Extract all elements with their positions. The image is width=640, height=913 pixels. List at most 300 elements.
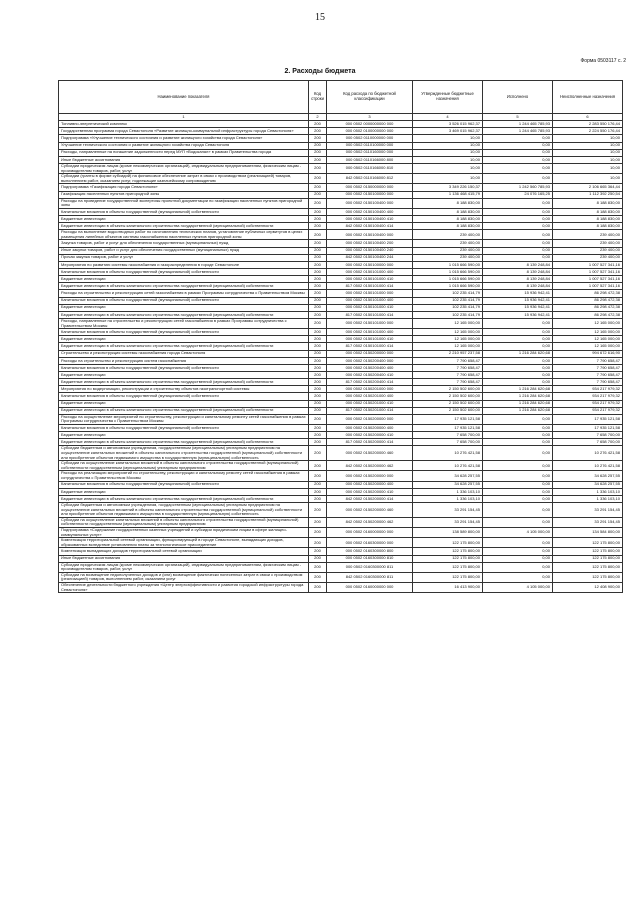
header-row (59, 81, 623, 114)
row-executed-cell: 0,00 (483, 562, 553, 572)
row-executed-cell: 0,00 (483, 329, 553, 336)
table-row (59, 425, 623, 432)
row-executed-cell: 0,00 (483, 215, 553, 222)
row-executed-cell: 0,00 (483, 357, 553, 364)
row-executed-cell: 0,00 (483, 572, 553, 582)
row-approved-cell: 8 188 830,00 (413, 198, 483, 208)
table-row (59, 318, 623, 328)
column-number: 6 (553, 114, 623, 121)
table-row (59, 343, 623, 350)
row-unexecuted-cell: 1 007 527 341,16 (553, 283, 623, 290)
table-row (59, 223, 623, 230)
row-unexecuted-cell: 10,00 (553, 149, 623, 156)
row-approved-cell: 10 276 421,58 (413, 461, 483, 471)
row-approved-cell: 1 015 666 590,00 (413, 269, 483, 276)
table-row (59, 230, 623, 240)
row-executed-cell: 1 244 465 785,93 (483, 121, 553, 128)
row-approved-cell: 17 935 121,58 (413, 414, 483, 424)
table-row (59, 488, 623, 495)
row-unexecuted-cell: 86 298 472,38 (553, 304, 623, 311)
row-unexecuted-cell: 17 935 121,58 (553, 425, 623, 432)
row-approved-cell: 122 175 800,00 (413, 572, 483, 582)
row-line-code-cell: 200 (309, 350, 327, 357)
row-classification-code-cell: 000 0502 0150201000 410 (327, 400, 413, 407)
table-row (59, 357, 623, 364)
row-classification-code-cell: 000 0502 0160300000 000 (327, 538, 413, 548)
row-approved-cell: 239 400,00 (413, 240, 483, 247)
row-name-cell: Компенсация территориальной сетевой организации, функционирующей в городе Севастополе, выпадающих доходов, образованных вследствие установления платы за технологическое присоединение (59, 538, 309, 548)
row-classification-code-cell: 000 0502 0150200400 000 (327, 357, 413, 364)
row-name-cell: Бюджетные инвестиции в объекты капитального строительства государственной (муниципальной) собственности (59, 379, 309, 386)
row-line-code-cell: 200 (309, 135, 327, 142)
row-name-cell: Расходы на выполнение водоотводных работ по изготовлению технических планов, установление публичных сервитутов в целях размещения линейных объектов системы газоснабжения населенных пунктов пригородной зоны (59, 230, 309, 240)
row-line-code-cell: 200 (309, 149, 327, 156)
row-executed-cell: 0,00 (483, 247, 553, 254)
row-name-cell: Обеспечение деятельности бюджетного учреждения «Центр энергоэффективности и развития городской инфраструктуры города Севастополя» (59, 583, 309, 593)
row-classification-code-cell: 000 0502 0150101000 410 (327, 304, 413, 311)
row-line-code-cell: 200 (309, 163, 327, 173)
table-row (59, 414, 623, 424)
row-classification-code-cell: 000 0502 0150200000 400 (327, 481, 413, 488)
row-name-cell: Газификация населенных пунктов пригородной зоны (59, 191, 309, 198)
table-row (59, 350, 623, 357)
row-unexecuted-cell: 934 217 979,32 (553, 407, 623, 414)
row-classification-code-cell: 000 0502 0150100400 200 (327, 240, 413, 247)
header-name: Наименование показателя (59, 81, 309, 114)
row-name-cell: Иные закупки товаров, работ и услуг для обеспечения государственных (муниципальных) нужд (59, 247, 309, 254)
row-classification-code-cell: 817 0502 0150200400 414 (327, 379, 413, 386)
row-name-cell: Подпрограмма «Газификация города Севастополя» (59, 184, 309, 191)
row-name-cell: Расходы, направленные на строительство и реконструкцию сетей газоснабжения в рамках Программы сотрудничества с Правительством Москвы (59, 318, 309, 328)
row-approved-cell: 34 628 257,55 (413, 471, 483, 481)
row-executed-cell: 0,00 (483, 446, 553, 461)
row-approved-cell: 16 413 900,00 (413, 583, 483, 593)
row-executed-cell: 0,00 (483, 343, 553, 350)
row-classification-code-cell: 842 0502 0160300000 811 (327, 572, 413, 582)
row-name-cell: Бюджетные инвестиции в объекты капитального строительства государственной (муниципальной) собственности (59, 223, 309, 230)
row-unexecuted-cell: 7 790 658,47 (553, 357, 623, 364)
row-line-code-cell: 200 (309, 304, 327, 311)
table-row (59, 297, 623, 304)
row-unexecuted-cell: 2 224 550 176,44 (553, 128, 623, 135)
row-approved-cell: 1 136 468 415,79 (413, 191, 483, 198)
row-classification-code-cell: 000 0502 0150101000 400 (327, 297, 413, 304)
row-unexecuted-cell: 8 188 830,00 (553, 198, 623, 208)
row-unexecuted-cell: 10 276 421,58 (553, 446, 623, 461)
column-number: 1 (59, 114, 309, 121)
row-line-code-cell: 200 (309, 240, 327, 247)
row-executed-cell: 1 216 284 620,68 (483, 407, 553, 414)
row-line-code-cell: 200 (309, 364, 327, 371)
row-executed-cell: 1 216 284 620,68 (483, 386, 553, 393)
row-approved-cell: 34 628 257,55 (413, 481, 483, 488)
row-executed-cell: 0,00 (483, 425, 553, 432)
row-unexecuted-cell: 239 400,00 (553, 240, 623, 247)
row-executed-cell: 15 936 942,41 (483, 290, 553, 297)
row-unexecuted-cell: 7 790 658,47 (553, 372, 623, 379)
row-unexecuted-cell: 994 672 616,90 (553, 350, 623, 357)
row-unexecuted-cell: 1 007 527 341,16 (553, 276, 623, 283)
row-unexecuted-cell: 86 298 472,38 (553, 311, 623, 318)
row-classification-code-cell: 000 0502 0150101000 400 (327, 269, 413, 276)
row-line-code-cell: 200 (309, 261, 327, 268)
row-line-code-cell: 200 (309, 121, 327, 128)
row-executed-cell: 8 139 248,84 (483, 261, 553, 268)
table-row (59, 517, 623, 527)
row-classification-code-cell: 817 0502 0150101000 414 (327, 343, 413, 350)
row-approved-cell: 2 150 502 600,00 (413, 386, 483, 393)
row-approved-cell: 1 336 103,10 (413, 488, 483, 495)
row-line-code-cell: 200 (309, 191, 327, 198)
row-unexecuted-cell: 2 283 550 176,44 (553, 121, 623, 128)
row-unexecuted-cell: 122 175 800,00 (553, 548, 623, 555)
row-approved-cell: 239 400,00 (413, 254, 483, 261)
row-line-code-cell: 200 (309, 488, 327, 495)
table-row (59, 364, 623, 371)
row-approved-cell: 10,00 (413, 163, 483, 173)
row-executed-cell: 0,00 (483, 198, 553, 208)
header-executed: Исполнено (483, 81, 553, 114)
row-name-cell: Иные бюджетные ассигнования (59, 555, 309, 562)
table-row (59, 407, 623, 414)
row-name-cell: Бюджетные инвестиции (59, 432, 309, 439)
row-name-cell: Топливно-энергетический комплекс (59, 121, 309, 128)
row-approved-cell: 122 175 800,00 (413, 562, 483, 572)
row-name-cell: Расходы на проведение государственной экспертизы проектной документации по газификации населенных пунктов пригородной зоны (59, 198, 309, 208)
row-approved-cell: 8 188 830,00 (413, 215, 483, 222)
row-name-cell: Субсидии бюджетным и автономным учреждениям, государственным (муниципальным) унитарным предприятиям на осуществление капитальных вложений в объекты капитального строительства государственной (муниципальной) собственности или приобретение объектов недвижимого имущества в государственную (муниципальную) собственность (59, 503, 309, 518)
row-approved-cell: 3 469 015 962,37 (413, 128, 483, 135)
row-approved-cell: 7 658 700,00 (413, 432, 483, 439)
row-line-code-cell: 200 (309, 215, 327, 222)
row-line-code-cell: 200 (309, 432, 327, 439)
row-executed-cell: 0,00 (483, 254, 553, 261)
row-line-code-cell: 200 (309, 503, 327, 518)
row-approved-cell: 2 150 502 600,00 (413, 400, 483, 407)
row-name-cell: Субсидии юридическим лицам (кроме некоммерческих организаций), индивидуальным предпринимателям, физическим лицам - производителям товаров, работ, услуг (59, 562, 309, 572)
row-approved-cell: 3 349 226 150,37 (413, 184, 483, 191)
row-name-cell: Улучшение технического состояния и развитие жилищного хозяйства города Севастополя (59, 142, 309, 149)
row-approved-cell: 33 291 154,45 (413, 503, 483, 518)
page-title: 2. Расходы бюджета (284, 68, 356, 75)
row-executed-cell: 0,00 (483, 481, 553, 488)
row-approved-cell: 2 210 957 237,58 (413, 350, 483, 357)
row-name-cell: Бюджетные инвестиции в объекты капитального строительства государственной (муниципальной) собственности (59, 407, 309, 414)
row-approved-cell: 122 175 800,00 (413, 555, 483, 562)
row-classification-code-cell: 000 0502 0150101000 410 (327, 336, 413, 343)
row-executed-cell: 0,00 (483, 135, 553, 142)
row-executed-cell: 4 105 000,00 (483, 583, 553, 593)
row-name-cell: Бюджетные инвестиции в объекты капитального строительства государственной (муниципальной) собственности (59, 495, 309, 502)
row-approved-cell: 1 015 666 590,00 (413, 283, 483, 290)
row-executed-cell: 0,00 (483, 548, 553, 555)
row-name-cell: Закупка товаров, работ и услуг для обеспечения государственных (муниципальных) нужд (59, 240, 309, 247)
row-approved-cell: 10,00 (413, 156, 483, 163)
row-classification-code-cell: 000 0502 0150200000 460 (327, 503, 413, 518)
row-classification-code-cell: 000 0502 0160000000 000 (327, 528, 413, 538)
row-executed-cell: 1 216 284 620,68 (483, 350, 553, 357)
row-classification-code-cell: 000 0502 0160300000 800 (327, 548, 413, 555)
row-name-cell: Бюджетные инвестиции (59, 400, 309, 407)
header-code-class: Код расхода по бюджетной классификации (327, 81, 413, 114)
row-approved-cell: 239 400,00 (413, 247, 483, 254)
row-unexecuted-cell: 8 188 830,00 (553, 208, 623, 215)
table-row (59, 432, 623, 439)
row-name-cell: Капитальные вложения в объекты государственной (муниципальной) собственности (59, 269, 309, 276)
row-name-cell: Бюджетные инвестиции в объекты капитального строительства государственной (муниципальной) собственности (59, 311, 309, 318)
row-name-cell: Капитальные вложения в объекты государственной (муниципальной) собственности (59, 393, 309, 400)
row-unexecuted-cell: 34 628 257,55 (553, 471, 623, 481)
row-line-code-cell: 200 (309, 481, 327, 488)
row-name-cell: Капитальные вложения в объекты государственной (муниципальной) собственности (59, 208, 309, 215)
row-classification-code-cell: 842 0502 0150100400 244 (327, 254, 413, 261)
table-row (59, 254, 623, 261)
row-line-code-cell: 200 (309, 297, 327, 304)
row-approved-cell: 12 165 000,00 (413, 318, 483, 328)
table-row (59, 191, 623, 198)
row-approved-cell: 2 150 502 600,00 (413, 393, 483, 400)
table-row (59, 439, 623, 446)
header-approved: Утвержденные бюджетные назначения (413, 81, 483, 114)
row-classification-code-cell: 000 0502 0150100400 000 (327, 198, 413, 208)
row-classification-code-cell: 000 0502 0150200000 000 (327, 350, 413, 357)
row-name-cell: Бюджетные инвестиции (59, 215, 309, 222)
row-name-cell: Бюджетные инвестиции (59, 304, 309, 311)
row-unexecuted-cell: 7 658 700,00 (553, 432, 623, 439)
table-row (59, 572, 623, 582)
table-row (59, 471, 623, 481)
row-name-cell: Бюджетные инвестиции в объекты капитального строительства государственной (муниципальной) собственности (59, 343, 309, 350)
row-approved-cell: 7 790 658,47 (413, 364, 483, 371)
row-classification-code-cell: 000 0502 0150100000 000 (327, 191, 413, 198)
row-executed-cell: 0,00 (483, 503, 553, 518)
table-row (59, 379, 623, 386)
row-approved-cell: 239 400,00 (413, 230, 483, 240)
row-unexecuted-cell: 934 217 979,32 (553, 400, 623, 407)
row-approved-cell: 8 188 830,00 (413, 223, 483, 230)
row-classification-code-cell: 000 0502 0150201000 000 (327, 386, 413, 393)
table-row (59, 276, 623, 283)
row-unexecuted-cell: 1 007 527 341,16 (553, 269, 623, 276)
row-name-cell: Расходы на осуществление мероприятий по строительству, реконструкции и капитальному ремонту сетей газоснабжения в рамках Программы сотрудничества с Правительством Москвы (59, 414, 309, 424)
row-executed-cell: 0,00 (483, 142, 553, 149)
row-unexecuted-cell: 122 175 800,00 (553, 555, 623, 562)
table-row (59, 503, 623, 518)
page-number: 15 (315, 12, 325, 23)
row-line-code-cell: 200 (309, 471, 327, 481)
row-line-code-cell: 200 (309, 555, 327, 562)
row-unexecuted-cell: 239 400,00 (553, 254, 623, 261)
row-approved-cell: 10,00 (413, 174, 483, 184)
row-unexecuted-cell: 12 165 000,00 (553, 343, 623, 350)
row-unexecuted-cell: 1 112 392 250,54 (553, 191, 623, 198)
row-executed-cell: 8 139 248,84 (483, 276, 553, 283)
row-name-cell: Иные бюджетные ассигнования (59, 156, 309, 163)
row-approved-cell: 102 235 414,79 (413, 311, 483, 318)
row-unexecuted-cell: 239 400,00 (553, 230, 623, 240)
row-name-cell: Субсидии (гранты в форме субсидий) на финансовое обеспечение затрат в связи с производством (реализацией) товаров, выполнением работ, оказанием услуг, подлежащие казначейскому сопровождению (59, 174, 309, 184)
row-line-code-cell: 200 (309, 528, 327, 538)
row-line-code-cell: 200 (309, 156, 327, 163)
row-classification-code-cell: 000 0502 0150100400 240 (327, 247, 413, 254)
row-name-cell: Бюджетные инвестиции в объекты капитального строительства государственной (муниципальной) собственности (59, 439, 309, 446)
row-unexecuted-cell: 1 336 103,10 (553, 488, 623, 495)
row-classification-code-cell: 000 0502 0110166000 800 (327, 156, 413, 163)
row-name-cell: Расходы на строительство и реконструкцию систем газоснабжения (59, 357, 309, 364)
row-line-code-cell: 200 (309, 290, 327, 297)
row-unexecuted-cell: 12 165 000,00 (553, 329, 623, 336)
row-classification-code-cell: 000 0502 0150101000 410 (327, 276, 413, 283)
row-approved-cell: 102 235 414,79 (413, 297, 483, 304)
row-executed-cell: 0,00 (483, 517, 553, 527)
row-executed-cell: 0,00 (483, 488, 553, 495)
row-line-code-cell: 200 (309, 425, 327, 432)
table-row (59, 174, 623, 184)
row-executed-cell: 15 936 942,41 (483, 297, 553, 304)
table-row (59, 548, 623, 555)
row-approved-cell: 10,00 (413, 135, 483, 142)
row-executed-cell: 0,00 (483, 174, 553, 184)
table-row (59, 372, 623, 379)
row-unexecuted-cell: 239 400,00 (553, 247, 623, 254)
row-unexecuted-cell: 34 628 257,55 (553, 481, 623, 488)
row-executed-cell: 0,00 (483, 461, 553, 471)
table-row (59, 304, 623, 311)
row-unexecuted-cell: 10 276 421,58 (553, 461, 623, 471)
row-name-cell: Капитальные вложения в объекты государственной (муниципальной) собственности (59, 425, 309, 432)
table-row (59, 336, 623, 343)
row-executed-cell: 0,00 (483, 495, 553, 502)
row-classification-code-cell: 817 0502 0150200000 414 (327, 439, 413, 446)
row-executed-cell: 0,00 (483, 240, 553, 247)
row-line-code-cell: 200 (309, 311, 327, 318)
table-row (59, 583, 623, 593)
row-unexecuted-cell: 122 175 800,00 (553, 538, 623, 548)
row-classification-code-cell: 000 0502 0150100400 410 (327, 215, 413, 222)
table-row (59, 149, 623, 156)
row-classification-code-cell: 000 0502 0000000000 000 (327, 121, 413, 128)
row-line-code-cell: 200 (309, 548, 327, 555)
row-name-cell: Государственная программа города Севастополя «Развитие жилищно-коммунальной инфраструктуры города Севастополя» (59, 128, 309, 135)
table-row (59, 247, 623, 254)
row-line-code-cell: 200 (309, 393, 327, 400)
row-unexecuted-cell: 12 165 000,00 (553, 318, 623, 328)
row-name-cell: Расходы на реализацию мероприятий по строительству, реконструкции и капитальному ремонту сетей газоснабжения в рамках сотрудничества с Правительством Москвы (59, 471, 309, 481)
table-row (59, 128, 623, 135)
row-unexecuted-cell: 33 291 154,45 (553, 503, 623, 518)
row-line-code-cell: 200 (309, 336, 327, 343)
row-unexecuted-cell: 33 291 154,45 (553, 517, 623, 527)
row-executed-cell: 0,00 (483, 364, 553, 371)
table-row (59, 240, 623, 247)
table-row (59, 446, 623, 461)
row-unexecuted-cell: 10,00 (553, 174, 623, 184)
table-body (59, 121, 623, 593)
row-approved-cell: 33 291 154,45 (413, 517, 483, 527)
row-executed-cell: 8 139 248,84 (483, 283, 553, 290)
table-row (59, 215, 623, 222)
row-line-code-cell: 200 (309, 372, 327, 379)
row-executed-cell: 0,00 (483, 223, 553, 230)
row-executed-cell: 0,00 (483, 318, 553, 328)
row-unexecuted-cell: 10,00 (553, 156, 623, 163)
table-row (59, 290, 623, 297)
row-line-code-cell: 200 (309, 142, 327, 149)
column-number: 2 (309, 114, 327, 121)
table-row (59, 393, 623, 400)
row-approved-cell: 10 276 421,58 (413, 446, 483, 461)
row-classification-code-cell: 000 0502 0150000000 000 (327, 184, 413, 191)
row-executed-cell: 24 076 165,25 (483, 191, 553, 198)
row-line-code-cell: 200 (309, 538, 327, 548)
row-approved-cell: 2 150 502 600,00 (413, 407, 483, 414)
row-name-cell: Субсидии на возмещение недополученных доходов и (или) возмещение фактически понесенных затрат в связи с производством (реализацией) товаров, выполнением работ, оказанием услуг (59, 572, 309, 582)
row-approved-cell: 122 175 800,00 (413, 548, 483, 555)
row-unexecuted-cell: 10,00 (553, 135, 623, 142)
row-line-code-cell: 200 (309, 357, 327, 364)
row-line-code-cell: 200 (309, 230, 327, 240)
row-executed-cell: 0,00 (483, 336, 553, 343)
row-unexecuted-cell: 134 584 800,00 (553, 528, 623, 538)
row-name-cell: Капитальные вложения в объекты государственной (муниципальной) собственности (59, 481, 309, 488)
row-approved-cell: 7 790 658,47 (413, 357, 483, 364)
row-executed-cell: 0,00 (483, 163, 553, 173)
row-executed-cell: 0,00 (483, 414, 553, 424)
row-name-cell: Компенсация выпадающих доходов территориальной сетевой организации (59, 548, 309, 555)
row-line-code-cell: 200 (309, 276, 327, 283)
row-approved-cell: 17 935 121,58 (413, 425, 483, 432)
row-unexecuted-cell: 7 790 658,47 (553, 379, 623, 386)
row-classification-code-cell: 000 0502 0110000000 000 (327, 135, 413, 142)
row-approved-cell: 12 165 000,00 (413, 329, 483, 336)
row-unexecuted-cell: 10,00 (553, 142, 623, 149)
column-number: 4 (413, 114, 483, 121)
row-line-code-cell: 200 (309, 562, 327, 572)
row-unexecuted-cell: 10,00 (553, 163, 623, 173)
row-line-code-cell: 200 (309, 583, 327, 593)
row-line-code-cell: 200 (309, 184, 327, 191)
row-approved-cell: 3 526 015 962,37 (413, 121, 483, 128)
row-unexecuted-cell: 12 165 000,00 (553, 336, 623, 343)
table-row (59, 555, 623, 562)
row-line-code-cell: 200 (309, 318, 327, 328)
header-unexecuted: Неисполненные назначения (553, 81, 623, 114)
table-row (59, 156, 623, 163)
row-executed-cell: 0,00 (483, 149, 553, 156)
row-name-cell: Расходы на строительство и реконструкцию сетей газоснабжения в рамках Программы сотрудничества с Правительством Москвы (59, 290, 309, 297)
column-number-row (59, 114, 623, 121)
table-row (59, 261, 623, 268)
row-line-code-cell: 200 (309, 414, 327, 424)
row-executed-cell: 0,00 (483, 156, 553, 163)
table-row (59, 198, 623, 208)
row-classification-code-cell: 817 0502 0150101000 414 (327, 311, 413, 318)
row-classification-code-cell: 000 0502 0110166000 810 (327, 163, 413, 173)
row-classification-code-cell: 000 0502 0150200400 400 (327, 364, 413, 371)
row-line-code-cell: 200 (309, 407, 327, 414)
table-row (59, 208, 623, 215)
row-name-cell: Мероприятия по модернизации, реконструкции и строительству объектов газотранспортной системы (59, 386, 309, 393)
row-executed-cell: 0,00 (483, 439, 553, 446)
row-name-cell: Капитальные вложения в объекты государственной (муниципальной) собственности (59, 329, 309, 336)
row-classification-code-cell: 000 0502 0150201000 400 (327, 393, 413, 400)
table-row (59, 311, 623, 318)
row-approved-cell: 7 790 658,47 (413, 379, 483, 386)
row-executed-cell: 1 242 560 785,93 (483, 184, 553, 191)
form-code: Форма 0503117 с. 2 (580, 58, 626, 64)
table-row (59, 121, 623, 128)
row-approved-cell: 8 188 830,00 (413, 208, 483, 215)
